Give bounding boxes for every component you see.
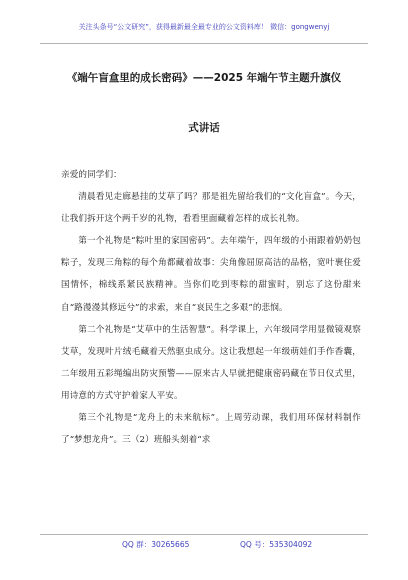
document-body — [61, 164, 361, 451]
document-title-line-1: 《端午盲盒里的成长密码》——2025 年端午节主题升旗仪 — [66, 72, 342, 84]
document-title-line-2: 式讲话 — [188, 122, 220, 134]
header-divider — [40, 43, 368, 44]
qq-group-number[interactable]: QQ 群：30265665 — [122, 540, 190, 549]
body-paragraph: 清晨看见走廊悬挂的艾草了吗？那是祖先留给我们的“文化盲盒”。今天，让我们拆开这个两千岁的礼物，看看里面藏着怎样的成长礼物。 — [61, 192, 361, 225]
promo-header[interactable]: 关注头条号“公文研究”，获得最新最全最专业的公文资料库！ 微信：gongwenyj — [78, 23, 330, 31]
body-paragraph: 第三个礼物是“龙舟上的未来航标”。上周劳动课，我们用环保材料制作了“梦想龙舟”。三（2）班船头刻着“求 — [61, 413, 361, 446]
footer-divider — [40, 534, 368, 535]
body-paragraph: 第一个礼物是“粽叶里的家国密码”。去年端午，四年级的小雨跟着奶奶包粽子，发现三角粽的每个角都藏着故事：尖角像屈原高洁的品格，宽叶裹住爱国情怀，棉线系紧民族精神。当你们吃到枣粽的甜蜜时，别忘了这份甜来自“路漫漫其修远兮”的求索，来自“哀民生之多艰”的悲悯。 — [61, 236, 361, 313]
qq-account-number[interactable]: QQ 号：535304092 — [240, 540, 313, 549]
salutation: 亲爱的同学们： — [61, 170, 122, 180]
body-paragraph: 第二个礼物是“艾草中的生活智慧”。科学课上，六年级同学用显微镜观察艾草，发现叶片绒毛藏着天然驱虫成分。这让我想起一年级萌娃们手作香囊，二年级用五彩绳编出防灾预警——原来古人早就把健康密码藏在节日仪式里，用诗意的方式守护着家人平安。 — [61, 324, 361, 401]
